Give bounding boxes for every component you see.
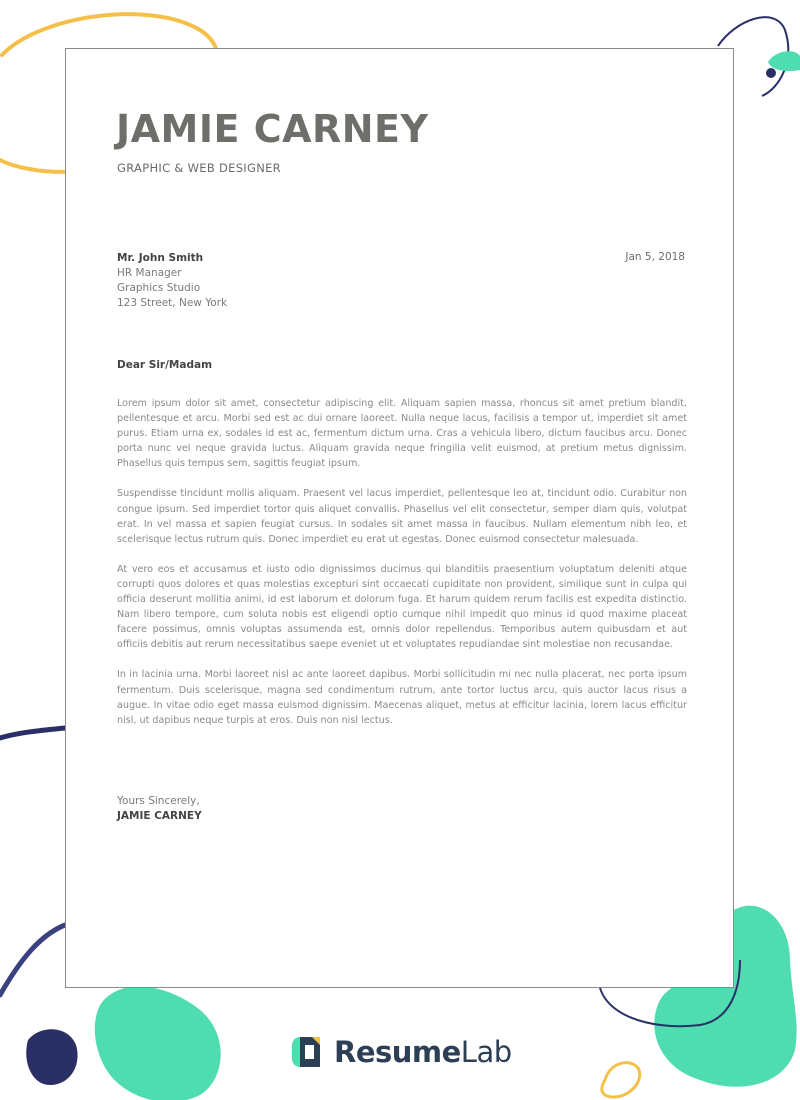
salutation: Dear Sir/Madam bbox=[117, 359, 213, 371]
navy-stroke-left bbox=[0, 728, 65, 738]
recipient-title: HR Manager bbox=[117, 267, 182, 279]
applicant-role: GRAPHIC & WEB DESIGNER bbox=[117, 161, 281, 175]
applicant-name: JAMIE CARNEY bbox=[116, 107, 429, 151]
body-paragraph: Suspendisse tincidunt mollis aliquam. Praesent vel lacus imperdiet, pellentesque leo at, tincidunt odio. Curabitur non congue ipsum. Sed imperdiet tortor quis aliquet convallis. Phasellus vel elit consectetur, semper diam quis, volutpat erat. In vel massa et sapien feugiat cursus. In sodales sit amet massa in faucibus. Nullam elementum nibh leo, et scelerisque lectus rutrum quis. Donec imperdiet eu erat ut egestas. Donec euismod consectetur malesuada. bbox=[117, 488, 687, 545]
signature-name: JAMIE CARNEY bbox=[117, 810, 202, 822]
brand-part-2: Lab bbox=[460, 1035, 512, 1069]
recipient-block bbox=[117, 251, 227, 311]
recipient-address: 123 Street, New York bbox=[117, 297, 228, 309]
navy-blob bbox=[26, 1029, 77, 1085]
closing-phrase: Yours Sincerely, bbox=[117, 795, 200, 807]
navy-dot bbox=[766, 68, 776, 78]
mint-blob-small bbox=[768, 51, 800, 71]
resumelab-logo-icon bbox=[288, 1033, 324, 1071]
yellow-ring-shape bbox=[602, 1063, 640, 1097]
letter-body bbox=[117, 396, 687, 743]
brand-wordmark bbox=[334, 1035, 512, 1069]
navy-scribble-left bbox=[0, 925, 65, 995]
mint-blob-bottom-left bbox=[95, 986, 221, 1100]
recipient-name: Mr. John Smith bbox=[117, 252, 204, 264]
body-paragraph: In in lacinia urna. Morbi laoreet nisl ac ante laoreet dapibus. Morbi sollicitudin mi nec nulla placerat, nec porta ipsum fermentum. Duis scelerisque, magna sed condimentum rutrum, ante tortor luctus arcu, quis auctor lacus risus a augue. In vitae odio eget massa euismod dignissim. Maecenas aliquet, metus at efficitur lacinia, lorem lacus efficitur nisl, ut dapibus neque turpis at eros. Duis non nisl lectus. bbox=[117, 669, 687, 726]
recipient-company: Graphics Studio bbox=[117, 282, 201, 294]
body-paragraph: At vero eos et accusamus et iusto odio dignissimos ducimus qui blanditiis praesentium voluptatum deleniti atque corrupti quos dolores et quas molestias excepturi sint occaecati cupiditate non provident, similique sunt in culpa qui officia deserunt mollitia animi, id est laborum et dolorum fuga. Et harum quidem rerum facilis est expedita distinctio. Nam libero tempore, cum soluta nobis est eligendi optio cumque nihil impedit quo minus id quod maxime placeat facere possimus, omnis voluptas assumenda est, omnis dolor repellendus. Temporibus autem quibusdam et aut officiis debitis aut rerum necessitatibus saepe eveniet ut et voluptates repudiandae sint molestiae non recusandae. bbox=[117, 563, 687, 651]
brand-part-1: Resume bbox=[334, 1035, 461, 1069]
resumelab-brand bbox=[288, 1030, 512, 1074]
body-paragraph: Lorem ipsum dolor sit amet, consectetur adipiscing elit. Aliquam sapien massa, rhoncus sit amet pretium blandit, pellentesque et arcu. Morbi sed est ac dui ornare laoreet. Nulla neque lacus, facilisis a tempor ut, imperdiet sit amet purus. Etiam urna ex, sodales id est ac, fermentum dictum urna. Cras a vehicula libero, dictum faucibus arcu. Donec porta nunc vel neque gravida luctus. Aliquam gravida neque fringilla velit euismod, at pretium metus dignissim. Phasellus quis tempus sem, sagittis feugiat ipsum. bbox=[117, 398, 687, 470]
cover-letter-sheet bbox=[65, 48, 734, 988]
letter-date: Jan 5, 2018 bbox=[625, 251, 685, 263]
closing-block bbox=[117, 794, 202, 824]
